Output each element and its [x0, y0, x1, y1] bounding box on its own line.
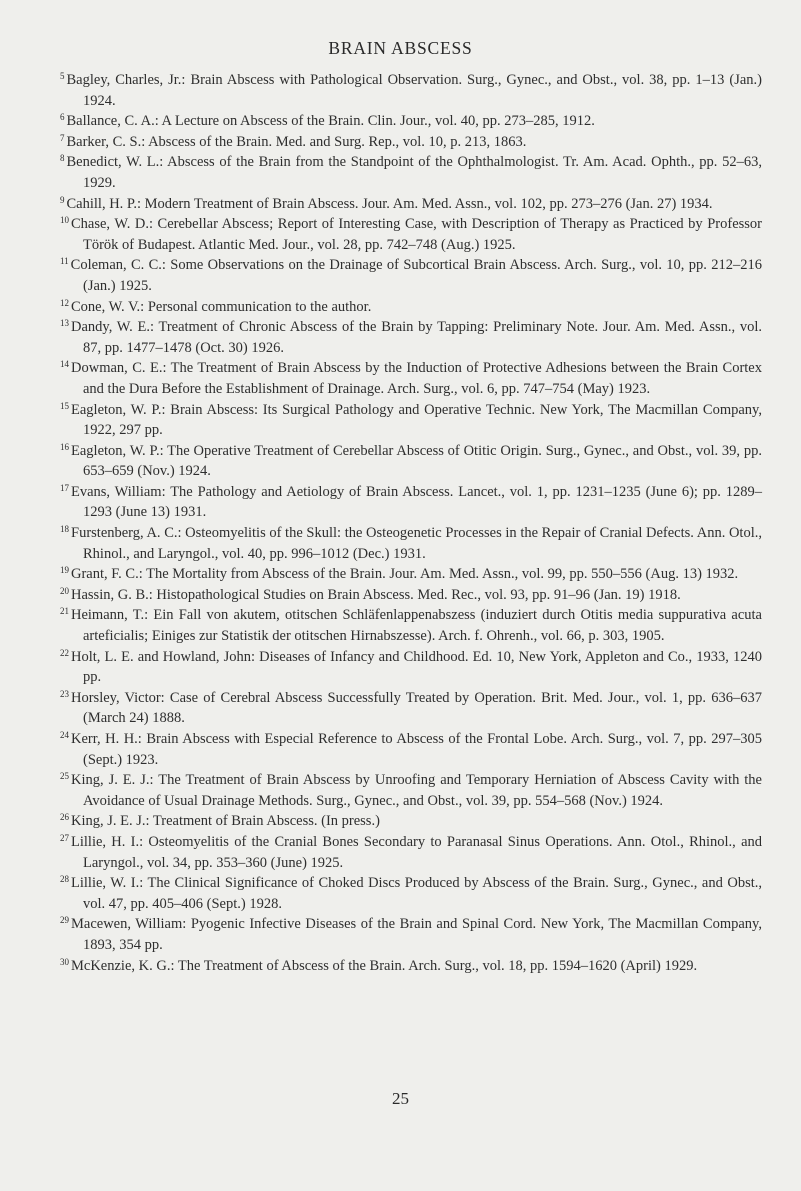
- reference-number: 15: [60, 400, 69, 411]
- reference-number: 29: [60, 915, 69, 926]
- reference-entry: [60, 956, 762, 977]
- reference-text: Ballance, C. A.: A Lecture on Abscess of the Brain. Clin. Jour., vol. 40, pp. 273–285, 1912.: [66, 113, 595, 130]
- reference-number: 16: [60, 441, 69, 452]
- reference-text: Lillie, H. I.: Osteomyelitis of the Cranial Bones Secondary to Paranasal Sinus Operations. Ann. Otol., Rhinol., and Laryngol., vol. 34, pp. 353–360 (June) 1925.: [71, 833, 762, 871]
- reference-entry: [60, 523, 762, 564]
- reference-number: 8: [60, 153, 65, 164]
- reference-number: 26: [60, 812, 69, 823]
- reference-text: Eagleton, W. P.: Brain Abscess: Its Surgical Pathology and Operative Technic. New York, The Macmillan Company, 1922, 297 pp.: [71, 401, 762, 439]
- reference-number: 12: [60, 297, 69, 308]
- reference-entry: [60, 441, 762, 482]
- reference-entry: [60, 70, 762, 111]
- page-number: 25: [392, 1089, 409, 1108]
- reference-text: Heimann, T.: Ein Fall von akutem, otitschen Schläfenlappenabszess (induziert durch Otitis media suppurativa acuta arteficialis; Einiges zur Statistik der otitschen Hirnabszesse). Arch. f. Ohrenh., vol. 66, p. 303, 1905.: [71, 607, 762, 645]
- reference-number: 14: [60, 359, 69, 370]
- reference-number: 28: [60, 874, 69, 885]
- reference-text: Coleman, C. C.: Some Observations on the Drainage of Subcortical Brain Abscess. Arch. Surg., vol. 10, pp. 212–216 (Jan.) 1925.: [70, 257, 762, 294]
- reference-text: Cone, W. V.: Personal communication to the author.: [71, 298, 372, 315]
- reference-list: [60, 70, 762, 976]
- reference-number: 17: [60, 482, 69, 493]
- reference-number: 5: [60, 71, 65, 81]
- reference-text: Hassin, G. B.: Histopathological Studies on Brain Abscess. Med. Rec., vol. 93, pp. 91–96 (Jan. 19) 1918.: [71, 586, 681, 603]
- reference-number: 7: [60, 132, 65, 143]
- reference-text: Grant, F. C.: The Mortality from Abscess of the Brain. Jour. Am. Med. Assn., vol. 99, pp. 550–556 (Aug. 13) 1932.: [71, 566, 739, 583]
- reference-text: Furstenberg, A. C.: Osteomyelitis of the Skull: the Osteogenetic Processes in the Repair of Cranial Defects. Ann. Otol., Rhinol., and Laryngol., vol. 40, pp. 996–1012 (Dec.) 1931.: [71, 525, 762, 562]
- reference-entry: [60, 811, 762, 832]
- reference-number: 21: [60, 606, 69, 617]
- reference-number: 13: [60, 318, 69, 329]
- reference-number: 24: [60, 730, 69, 740]
- reference-entry: [60, 214, 762, 255]
- reference-text: Eagleton, W. P.: The Operative Treatment of Cerebellar Abscess of Otitic Origin. Surg., Gynec., and Obst., vol. 39, pp. 653–659 (Nov.) 1924.: [71, 442, 762, 480]
- running-header: BRAIN ABSCESS: [328, 38, 473, 58]
- reference-text: Lillie, W. I.: The Clinical Significance of Choked Discs Produced by Abscess of the Brain. Surg., Gynec., and Obst., vol. 47, pp. 405–406 (Sept.) 1928.: [71, 875, 762, 912]
- reference-entry: [60, 914, 762, 955]
- reference-text: Barker, C. S.: Abscess of the Brain. Med. and Surg. Rep., vol. 10, p. 213, 1863.: [66, 133, 527, 150]
- reference-entry: [60, 152, 762, 193]
- reference-entry: [60, 770, 762, 811]
- reference-entry: [60, 647, 762, 688]
- reference-entry: [60, 585, 762, 606]
- reference-entry: [60, 729, 762, 770]
- reference-entry: [60, 317, 762, 358]
- reference-number: 19: [60, 565, 69, 576]
- reference-text: Dowman, C. E.: The Treatment of Brain Abscess by the Induction of Protective Adhesions between the Brain Cortex and the Dura Before the Establishment of Drainage. Arch. Surg., vol. 6, pp. 747–754 (May) 1923.: [71, 360, 762, 397]
- reference-number: 6: [60, 112, 65, 123]
- reference-number: 25: [60, 771, 69, 782]
- reference-number: 20: [60, 585, 69, 596]
- reference-entry: [60, 482, 762, 523]
- reference-text: Bagley, Charles, Jr.: Brain Abscess with Pathological Observation. Surg., Gynec., and Obst., vol. 38, pp. 1–13 (Jan.) 1924.: [66, 72, 762, 109]
- reference-text: Dandy, W. E.: Treatment of Chronic Abscess of the Brain by Tapping: Preliminary Note. Jour. Am. Med. Assn., vol. 87, pp. 1477–1478 (Oct. 30) 1926.: [71, 319, 762, 356]
- reference-text: Holt, L. E. and Howland, John: Diseases of Infancy and Childhood. Ed. 10, New York, Appleton and Co., 1933, 1240 pp.: [71, 648, 762, 686]
- reference-text: Benedict, W. L.: Abscess of the Brain from the Standpoint of the Ophthalmologist. Tr. Am. Acad. Ophth., pp. 52–63, 1929.: [66, 154, 762, 191]
- reference-entry: [60, 832, 762, 873]
- reference-text: Macewen, William: Pyogenic Infective Diseases of the Brain and Spinal Cord. New York, The Macmillan Company, 1893, 354 pp.: [71, 916, 762, 953]
- reference-entry: [60, 358, 762, 399]
- reference-text: Evans, William: The Pathology and Aetiology of Brain Abscess. Lancet., vol. 1, pp. 1231–1235 (June 6); pp. 1289–1293 (June 13) 1931.: [71, 483, 762, 521]
- reference-entry: [60, 194, 762, 215]
- reference-number: 9: [60, 194, 65, 205]
- reference-number: 11: [60, 256, 69, 267]
- reference-text: Chase, W. D.: Cerebellar Abscess; Report of Interesting Case, with Description of Therapy as Practiced by Professor Török of Budapest. Atlantic Med. Jour., vol. 28, pp. 742–748 (Aug.) 1925.: [71, 216, 762, 253]
- reference-text: McKenzie, K. G.: The Treatment of Abscess of the Brain. Arch. Surg., vol. 18, pp. 1594–1620 (April) 1929.: [71, 957, 698, 974]
- reference-entry: [60, 605, 762, 646]
- reference-entry: [60, 255, 762, 296]
- reference-number: 23: [60, 688, 69, 699]
- reference-entry: [60, 132, 762, 153]
- reference-entry: [60, 564, 762, 585]
- reference-number: 10: [60, 215, 69, 226]
- reference-text: King, J. E. J.: Treatment of Brain Abscess. (In press.): [71, 813, 380, 830]
- reference-number: 27: [60, 832, 69, 843]
- reference-entry: [60, 400, 762, 441]
- reference-text: Cahill, H. P.: Modern Treatment of Brain Abscess. Jour. Am. Med. Assn., vol. 102, pp. 273–276 (Jan. 27) 1934.: [66, 195, 713, 212]
- reference-number: 30: [60, 956, 69, 967]
- reference-entry: [60, 111, 762, 132]
- reference-entry: [60, 297, 762, 318]
- reference-text: Horsley, Victor: Case of Cerebral Abscess Successfully Treated by Operation. Brit. Med. Jour., vol. 1, pp. 636–637 (March 24) 1888.: [71, 689, 762, 727]
- reference-entry: [60, 873, 762, 914]
- reference-text: King, J. E. J.: The Treatment of Brain Abscess by Unroofing and Temporary Herniation of Abscess Cavity with the Avoidance of Usual Drainage Methods. Surg., Gynec., and Obst., vol. 39, pp. 554–568 (Nov.) 1924.: [71, 772, 762, 809]
- reference-number: 22: [60, 647, 69, 658]
- reference-entry: [60, 688, 762, 729]
- reference-text: Kerr, H. H.: Brain Abscess with Especial Reference to Abscess of the Frontal Lobe. Arch. Surg., vol. 7, pp. 297–305 (Sept.) 1923.: [71, 731, 762, 768]
- reference-number: 18: [60, 524, 69, 535]
